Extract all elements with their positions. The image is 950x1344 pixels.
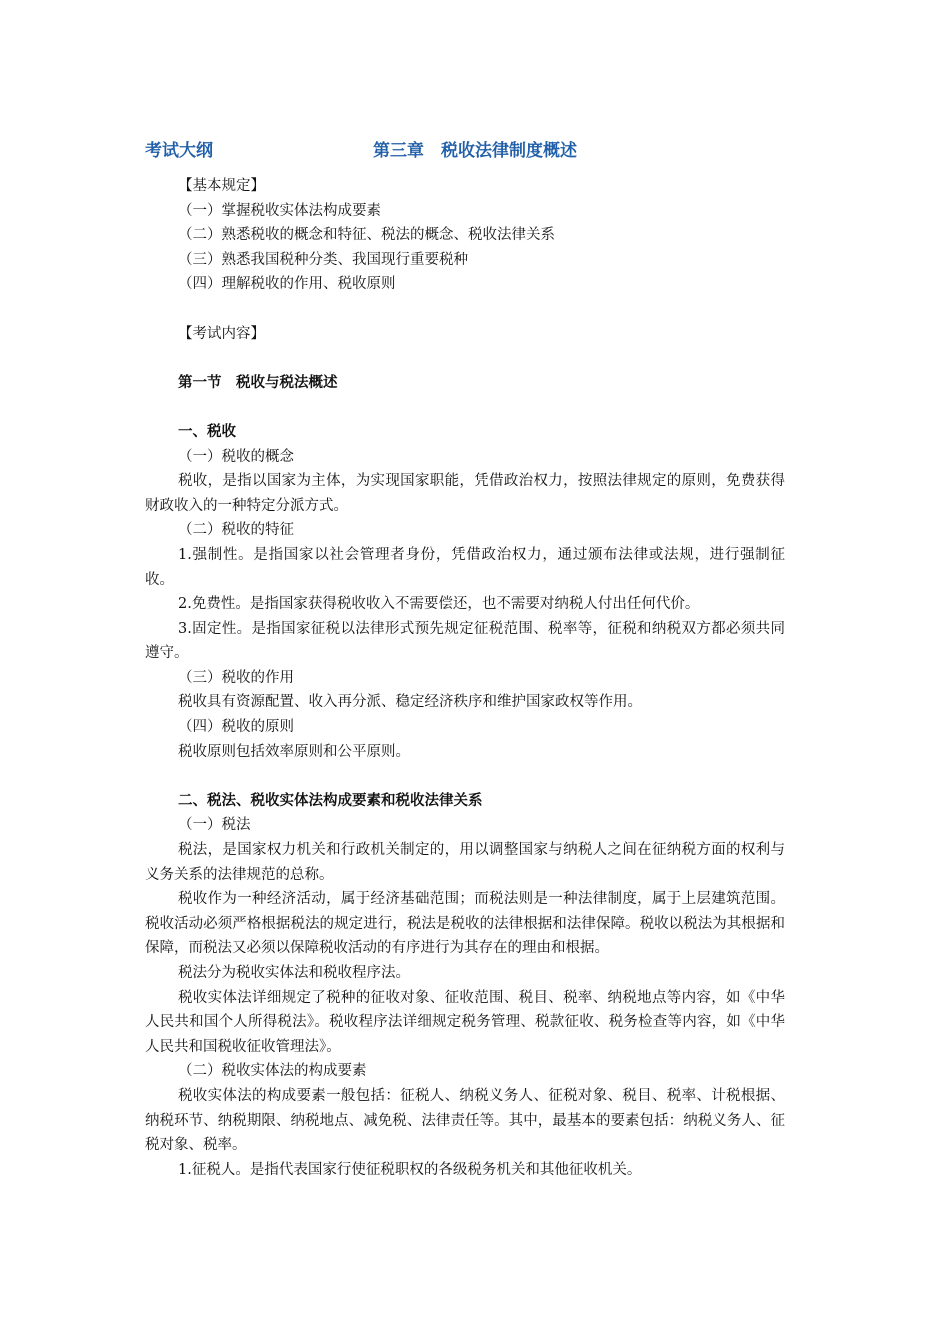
subsection-title: （二）税收的特征 bbox=[178, 522, 294, 539]
paragraph: 税法分为税收实体法和税收程序法。 bbox=[178, 965, 410, 981]
basic-rule-item: （四）理解税收的作用、税收原则 bbox=[178, 276, 396, 293]
subsection-title: （一）税收的概念 bbox=[178, 448, 294, 465]
basic-rule-item: （三）熟悉我国税种分类、我国现行重要税种 bbox=[178, 251, 468, 268]
subsection-title: （三）税收的作用 bbox=[178, 669, 294, 686]
chapter-title: 第三章 税收法律制度概述 bbox=[373, 141, 577, 161]
paragraph: 1.征税人。是指代表国家行使征税职权的各级税务机关和其他征收机关。 bbox=[178, 1161, 642, 1178]
spacer bbox=[145, 346, 785, 371]
paragraph: 税收，是指以国家为主体，为实现国家职能，凭借政治权力，按照法律规定的原则，免费获得财政收入的一种特定分派方式。 bbox=[145, 473, 785, 514]
paragraph: 税收原则包括效率原则和公平原则。 bbox=[178, 743, 410, 760]
spacer bbox=[145, 395, 785, 420]
paragraph: 税收作为一种经济活动，属于经济基础范围；而税法则是一种法律制度，属于上层建筑范围。税收活动必须严格根据税法的规定进行，税法是税收的法律根据和法律保障。税收以税法为其根据和保障，而税法又必须以保障税收活动的有序进行为其存在的理由和根据。 bbox=[145, 891, 785, 957]
page-header bbox=[145, 136, 805, 162]
subsection-title: （一）税法 bbox=[178, 817, 251, 834]
basic-rule-item: （二）熟悉税收的概念和特征、税法的概念、税收法律关系 bbox=[178, 227, 555, 244]
paragraph: 税收实体法的构成要素一般包括：征税人、纳税义务人、征税对象、税目、税率、计税根据、纳税环节、纳税期限、纳税地点、减免税、法律责任等。其中，最基本的要素包括：纳税义务人、征税对象、税率。 bbox=[145, 1087, 785, 1154]
spacer bbox=[145, 764, 785, 789]
paragraph: 1.强制性。是指国家以社会管理者身份，凭借政治权力，通过颁布法律或法规，进行强制征收。 bbox=[145, 546, 785, 588]
paragraph: 2.免费性。是指国家获得税收收入不需要偿还，也不需要对纳税人付出任何代价。 bbox=[178, 596, 700, 613]
part-title: 二、税法、税收实体法构成要素和税收法律关系 bbox=[178, 792, 483, 809]
paragraph: 税收实体法详细规定了税种的征收对象、征收范围、税目、税率、纳税地点等内容，如《中华人民共和国个人所得税法》。税收程序法详细规定税务管理、税款征收、税务检查等内容，如《中华人民共和国税收征收管理法》。 bbox=[145, 989, 785, 1055]
paragraph: 税法，是国家权力机关和行政机关制定的，用以调整国家与纳税人之间在征纳税方面的权利与义务关系的法律规范的总称。 bbox=[145, 842, 785, 883]
subsection-title: （四）税收的原则 bbox=[178, 719, 294, 736]
exam-content-heading: 【考试内容】 bbox=[178, 325, 265, 342]
document-body bbox=[145, 174, 785, 1182]
basic-rule-item: （一）掌握税收实体法构成要素 bbox=[178, 202, 381, 219]
basic-rules-heading: 【基本规定】 bbox=[178, 178, 265, 194]
section-title: 第一节 税收与税法概述 bbox=[178, 374, 338, 391]
spacer bbox=[145, 297, 785, 322]
part-title: 一、税收 bbox=[178, 423, 236, 440]
paragraph: 税收具有资源配置、收入再分派、稳定经济秩序和维护国家政权等作用。 bbox=[178, 694, 642, 711]
header-outline-label: 考试大纲 bbox=[145, 141, 213, 161]
subsection-title: （二）税收实体法的构成要素 bbox=[178, 1063, 367, 1080]
paragraph: 3.固定性。是指国家征税以法律形式预先规定征税范围、税率等，征税和纳税双方都必须共同遵守。 bbox=[145, 620, 785, 662]
